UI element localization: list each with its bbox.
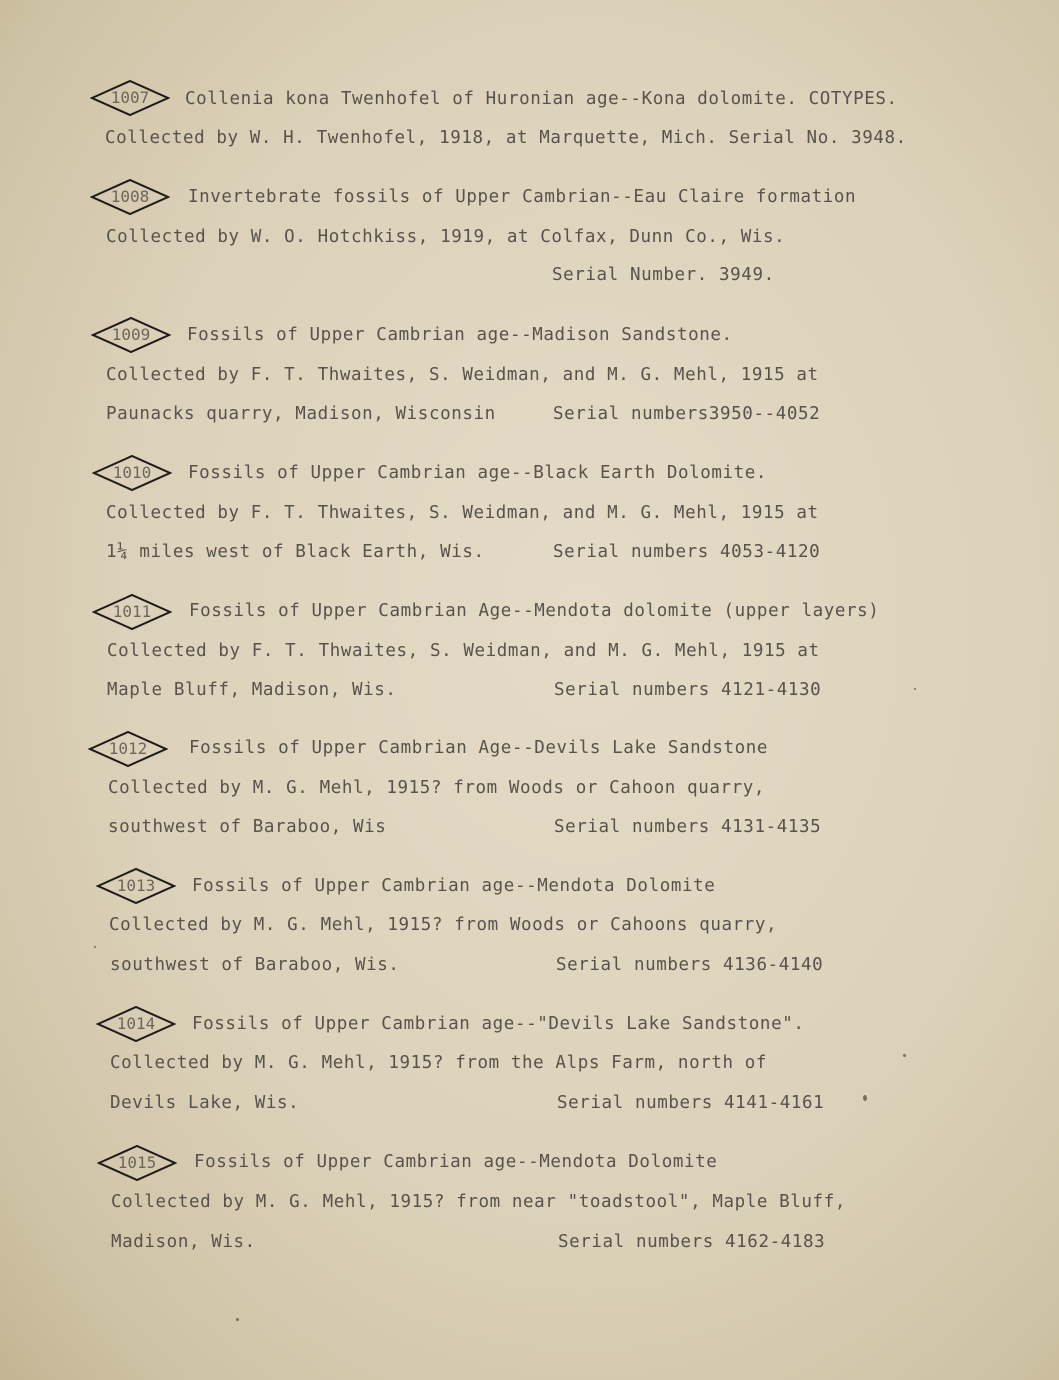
paper-speck: [94, 946, 96, 948]
catalog-number-diamond: [96, 1004, 176, 1044]
entry-title: Fossils of Upper Cambrian age--Black Earth Dolomite.: [188, 463, 768, 483]
entry-title: Invertebrate fossils of Upper Cambrian--Eau Claire formation: [188, 187, 857, 207]
catalog-number: 1008: [110, 187, 150, 206]
entry-locality: Devils Lake, Wis.: [110, 1093, 300, 1113]
entry-locality: southwest of Baraboo, Wis.: [110, 955, 400, 975]
entry-serial: Serial numbers3950--4052: [553, 404, 821, 424]
entry-serial: Serial numbers 4131-4135: [554, 817, 822, 837]
entry-title: Collenia kona Twenhofel of Huronian age--Kona dolomite. COTYPES.: [185, 89, 898, 109]
catalog-number-diamond: [92, 453, 172, 493]
entry-title: Fossils of Upper Cambrian Age--Mendota dolomite (upper layers): [189, 601, 880, 621]
catalog-number: 1013: [116, 876, 156, 895]
entry-collector: Collected by M. G. Mehl, 1915? from the Alps Farm, north of: [110, 1053, 768, 1073]
catalog-number-diamond: [91, 315, 171, 355]
catalog-number: 1010: [112, 463, 152, 482]
entry-serial: Serial numbers 4121-4130: [554, 680, 822, 700]
entry-serial: Serial numbers 4162-4183: [558, 1232, 826, 1252]
catalog-number-diamond: [97, 1143, 177, 1183]
entry-collector: Collected by M. G. Mehl, 1915? from near "toadstool", Maple Bluff,: [111, 1192, 846, 1212]
entry-collector: Collected by W. O. Hotchkiss, 1919, at Colfax, Dunn Co., Wis.: [106, 227, 786, 247]
entry-title: Fossils of Upper Cambrian age--Mendota Dolomite: [192, 876, 716, 896]
entry-title: Fossils of Upper Cambrian age--Madison Sandstone.: [187, 325, 733, 345]
catalog-number-diamond: [88, 729, 168, 769]
catalog-number: 1007: [110, 88, 150, 107]
entry-collector: Collected by M. G. Mehl, 1915? from Woods or Cahoons quarry,: [109, 915, 778, 935]
paper-speck: [863, 1095, 867, 1101]
catalog-number-diamond: [90, 78, 170, 118]
entry-locality: Maple Bluff, Madison, Wis.: [107, 680, 397, 700]
entry-serial: Serial Number. 3949.: [552, 265, 775, 285]
entry-serial: Serial numbers 4136-4140: [556, 955, 824, 975]
entry-locality: 1¼ miles west of Black Earth, Wis.: [106, 542, 485, 562]
catalog-number-diamond: [96, 866, 176, 906]
entry-serial: Serial numbers 4053-4120: [553, 542, 821, 562]
entry-locality: Paunacks quarry, Madison, Wisconsin: [106, 404, 496, 424]
entry-title: Fossils of Upper Cambrian age--"Devils Lake Sandstone".: [192, 1014, 805, 1034]
catalog-number-diamond: [90, 177, 170, 217]
catalog-number: 1009: [111, 325, 151, 344]
catalog-number: 1015: [117, 1153, 157, 1172]
entry-collector: Collected by F. T. Thwaites, S. Weidman, and M. G. Mehl, 1915 at: [106, 365, 819, 385]
paper-speck: [903, 1054, 906, 1057]
entry-locality: southwest of Baraboo, Wis: [108, 817, 387, 837]
catalog-number-diamond: [92, 592, 172, 632]
entry-collector: Collected by F. T. Thwaites, S. Weidman, and M. G. Mehl, 1915 at: [106, 503, 819, 523]
catalog-number: 1012: [108, 739, 148, 758]
entry-collector: Collected by F. T. Thwaites, S. Weidman, and M. G. Mehl, 1915 at: [107, 641, 820, 661]
entry-collector: Collected by M. G. Mehl, 1915? from Woods or Cahoon quarry,: [108, 778, 766, 798]
entry-collector: Collected by W. H. Twenhofel, 1918, at Marquette, Mich. Serial No. 3948.: [105, 128, 907, 148]
catalog-number: 1014: [116, 1014, 156, 1033]
paper-speck: [914, 688, 916, 690]
paper-speck: [236, 1318, 239, 1321]
entry-serial: Serial numbers 4141-4161: [557, 1093, 825, 1113]
catalog-number: 1011: [112, 602, 152, 621]
entry-locality: Madison, Wis.: [111, 1232, 256, 1252]
entry-title: Fossils of Upper Cambrian age--Mendota Dolomite: [194, 1152, 718, 1172]
entry-title: Fossils of Upper Cambrian Age--Devils Lake Sandstone: [189, 738, 769, 758]
